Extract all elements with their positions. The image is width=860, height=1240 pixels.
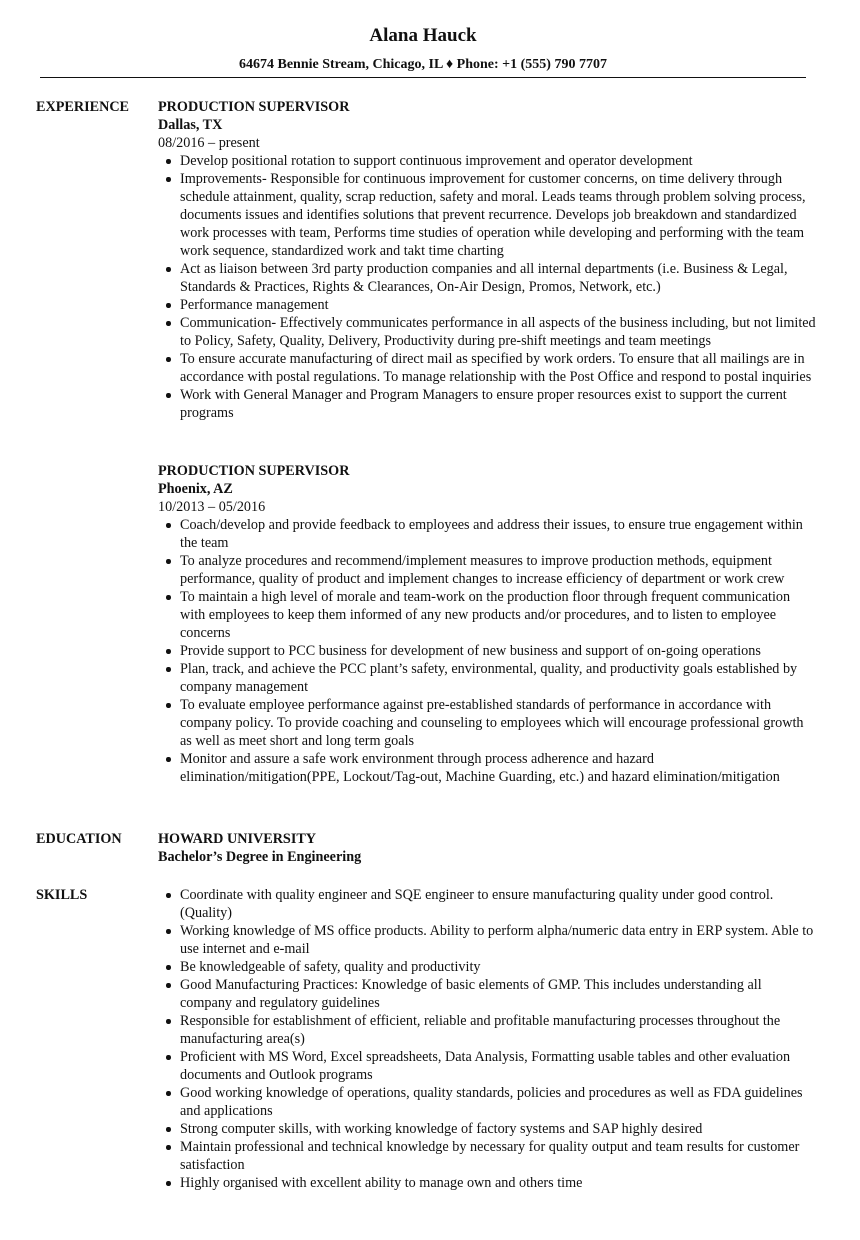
job-location: Phoenix, AZ xyxy=(158,481,233,497)
header-divider xyxy=(40,77,806,78)
skill-item: Strong computer skills, with working knowledge of factory systems and SAP highly desired xyxy=(158,1120,816,1138)
bullet-item: Performance management xyxy=(158,296,816,314)
section-label-skills: SKILLS xyxy=(36,887,88,903)
job-title: PRODUCTION SUPERVISOR xyxy=(158,99,350,115)
skill-item: Responsible for establishment of efficient, reliable and profitable manufacturing processes throughout the manufacturing area(s) xyxy=(158,1012,816,1048)
section-label-education: EDUCATION xyxy=(36,831,122,847)
job-entry xyxy=(158,98,816,422)
job-dates: 10/2013 – 05/2016 xyxy=(158,499,266,515)
bullet-item: To evaluate employee performance against pre-established standards of performance in accordance with company policy. To provide coaching and counseling to employees which will encourage professional growth as well as meet short and long term goals xyxy=(158,696,816,750)
bullet-item: To analyze procedures and recommend/implement measures to improve production methods, equipment performance, quality of product and implement changes to increase efficiency of department or work crew xyxy=(158,552,816,588)
job-location: Dallas, TX xyxy=(158,117,223,133)
bullet-item: Act as liaison between 3rd party production companies and all internal departments (i.e. Business & Legal, Standards & Practices, Rights & Clearances, On-Air Design, Promos, Network, etc.) xyxy=(158,260,816,296)
skill-item: Good working knowledge of operations, quality standards, policies and procedures as well as FDA guidelines and applications xyxy=(158,1084,816,1120)
section-label-experience: EXPERIENCE xyxy=(36,99,130,115)
resume-header xyxy=(40,24,806,74)
job-dates: 08/2016 – present xyxy=(158,135,260,151)
skills-list xyxy=(158,886,816,1192)
bullet-item: To ensure accurate manufacturing of direct mail as specified by work orders. To ensure that all mailings are in accordance with postal regulations. To manage relationship with the Post Office and respond to postal inquiries xyxy=(158,350,816,386)
skill-item: Coordinate with quality engineer and SQE engineer to ensure manufacturing quality under good control. (Quality) xyxy=(158,886,816,922)
skill-item: Be knowledgeable of safety, quality and productivity xyxy=(158,958,816,976)
degree: Bachelor’s Degree in Engineering xyxy=(158,849,362,865)
skills-content xyxy=(158,886,816,1192)
experience-content-2 xyxy=(158,462,816,786)
bullet-item: Provide support to PCC business for development of new business and support of on-going operations xyxy=(158,642,816,660)
bullet-item: Communication- Effectively communicates performance in all aspects of the business including, but not limited to Policy, Safety, Quality, Delivery, Productivity during pre-shift meetings and team meetings xyxy=(158,314,816,350)
bullet-item: Work with General Manager and Program Managers to ensure proper resources exist to support the current programs xyxy=(158,386,816,422)
job-entry xyxy=(158,462,816,786)
bullet-item: To maintain a high level of morale and team-work on the production floor through frequent communication with employees to keep them informed of any new products and/or procedures, and to listen to employee concerns xyxy=(158,588,816,642)
education-content xyxy=(158,830,816,866)
experience-content xyxy=(158,98,816,422)
bullet-item: Plan, track, and achieve the PCC plant’s safety, environmental, quality, and productivity goals established by company management xyxy=(158,660,816,696)
skill-item: Good Manufacturing Practices: Knowledge of basic elements of GMP. This includes understanding all company and regulatory guidelines xyxy=(158,976,816,1012)
job-title: PRODUCTION SUPERVISOR xyxy=(158,463,350,479)
skill-item: Maintain professional and technical knowledge by necessary for quality output and team results for customer satisfaction xyxy=(158,1138,816,1174)
skill-item: Proficient with MS Word, Excel spreadsheets, Data Analysis, Formatting usable tables and other evaluation documents and Outlook programs xyxy=(158,1048,816,1084)
bullet-item: Coach/develop and provide feedback to employees and address their issues, to ensure true engagement within the team xyxy=(158,516,816,552)
contact-line: 64674 Bennie Stream, Chicago, IL ♦ Phone: +1 (555) 790 7707 xyxy=(239,57,607,72)
candidate-name: Alana Hauck xyxy=(369,25,477,46)
bullet-item: Monitor and assure a safe work environment through process adherence and hazard elimination/mitigation(PPE, Lockout/Tag-out, Machine Guarding, etc.) and hazard elimination/mitigation xyxy=(158,750,816,786)
bullet-item: Develop positional rotation to support continuous improvement and operator development xyxy=(158,152,816,170)
bullet-item: Improvements- Responsible for continuous improvement for customer concerns, on time delivery through schedule attainment, quality, scrap reduction, safety and moral. Leads teams through problem solving process, documents issues and identifies solutions that prevent recurrence. Develops job breakdown and standardized work processes with team, Performs time studies of operation while developing and performing with the team work sequence, standardized work and takt time charting xyxy=(158,170,816,260)
job-bullets xyxy=(158,516,816,786)
skill-item: Working knowledge of MS office products. Ability to perform alpha/numeric data entry in ERP system. Able to use internet and e-mail xyxy=(158,922,816,958)
job-bullets xyxy=(158,152,816,422)
skill-item: Highly organised with excellent ability to manage own and others time xyxy=(158,1174,816,1192)
school-name: HOWARD UNIVERSITY xyxy=(158,831,317,847)
